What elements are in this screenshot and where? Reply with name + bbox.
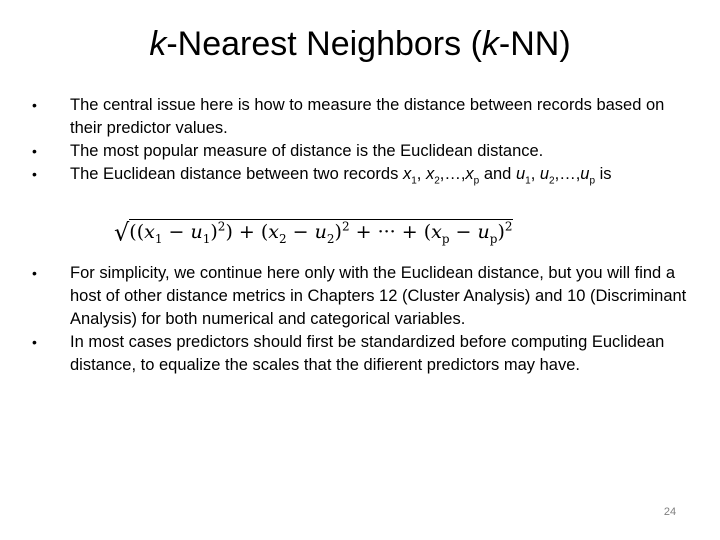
var-x: x (402, 165, 412, 183)
f-up-sub: p (489, 232, 498, 247)
bullet-item (30, 262, 690, 331)
sub-1: 1 (411, 175, 417, 187)
bullet-item (30, 331, 690, 377)
f-xp-sub: p (441, 232, 450, 247)
ellipsis: ,…, (439, 165, 466, 183)
euclidean-formula (114, 212, 513, 254)
bullet-dot: • (32, 265, 37, 281)
sub-1: 1 (525, 175, 531, 187)
f-plus-dots: + ··· + ( (349, 221, 432, 244)
bullet-list-bottom (30, 262, 690, 377)
var-x: x (465, 165, 474, 183)
f-close: ) (497, 221, 505, 244)
f-u1-sub: 1 (202, 232, 211, 247)
slide-title (0, 22, 720, 66)
sub-2: 2 (434, 175, 440, 187)
bullet-text: The most popular measure of distance is the Euclidean distance. (70, 142, 544, 160)
f-xp: x (431, 221, 442, 244)
and-text: and (479, 165, 516, 183)
sub-p: p (473, 175, 480, 187)
f-x2-sub: 2 (278, 232, 287, 247)
title-k-italic-2: k (481, 25, 499, 63)
bullet-dot: • (32, 143, 37, 159)
ellipsis: ,…, (554, 165, 581, 183)
sep: , (416, 165, 426, 183)
bullet-text-lead: The Euclidean distance between two records (70, 165, 403, 183)
f-minus: − (449, 221, 478, 244)
var-u: u (539, 165, 550, 183)
bullet-item (30, 163, 690, 192)
f-sq: 2 (504, 220, 513, 234)
title-k-italic: k (149, 25, 167, 63)
sqrt-symbol: √ (114, 218, 130, 247)
f-x1: x (144, 221, 155, 244)
bullet-item (30, 94, 690, 140)
title-middle: -Nearest Neighbors ( (166, 25, 482, 63)
radicand: $((x_1 - u_1)^2) + (x_2 - u_2)^2$ + ··· + $(x_p - u_p)^2$ (129, 220, 513, 247)
bullet-list-top (30, 94, 690, 192)
f-u2: u (314, 221, 327, 244)
var-x: x (425, 165, 435, 183)
sub-2: 2 (549, 175, 555, 187)
page-number: 24 (663, 506, 677, 518)
f-x1-sub: 1 (154, 232, 163, 247)
bullet-text: For simplicity, we continue here only with the Euclidean distance, but you will find a host of other distance metrics in Chapters 12 (Cluster Analysis) and 10 (Discriminant Analysis) for both numerical and categorical variables. (70, 264, 687, 328)
bullet-item (30, 140, 690, 163)
bullet-dot: • (32, 166, 37, 182)
bullet-dot: • (32, 97, 37, 113)
f-close: ) (334, 221, 342, 244)
var-u: u (580, 165, 590, 183)
f-close: ) (210, 221, 218, 244)
title-end: -NN) (498, 25, 571, 63)
f-x2: x (268, 221, 279, 244)
f-minus: − (286, 221, 315, 244)
bullet-text: In most cases predictors should first be standardized before computing Euclidean distance, to equalize the scales that the difierent predictors may have. (70, 333, 665, 374)
f-minus: − (162, 221, 191, 244)
sub-p: p (589, 175, 596, 187)
f-sq: 2 (341, 220, 350, 234)
f-u1: u (190, 221, 203, 244)
f-plus: ) + ( (225, 221, 269, 244)
f-sq: 2 (217, 220, 226, 234)
f-u2-sub: 2 (326, 232, 335, 247)
sep: , (530, 165, 540, 183)
tail-text: is (595, 165, 612, 183)
bullet-dot: • (32, 334, 37, 350)
var-u: u (515, 165, 526, 183)
bullet-text: The central issue here is how to measure the distance between records based on their predictor values. (70, 96, 665, 137)
f-up: u (477, 221, 490, 244)
